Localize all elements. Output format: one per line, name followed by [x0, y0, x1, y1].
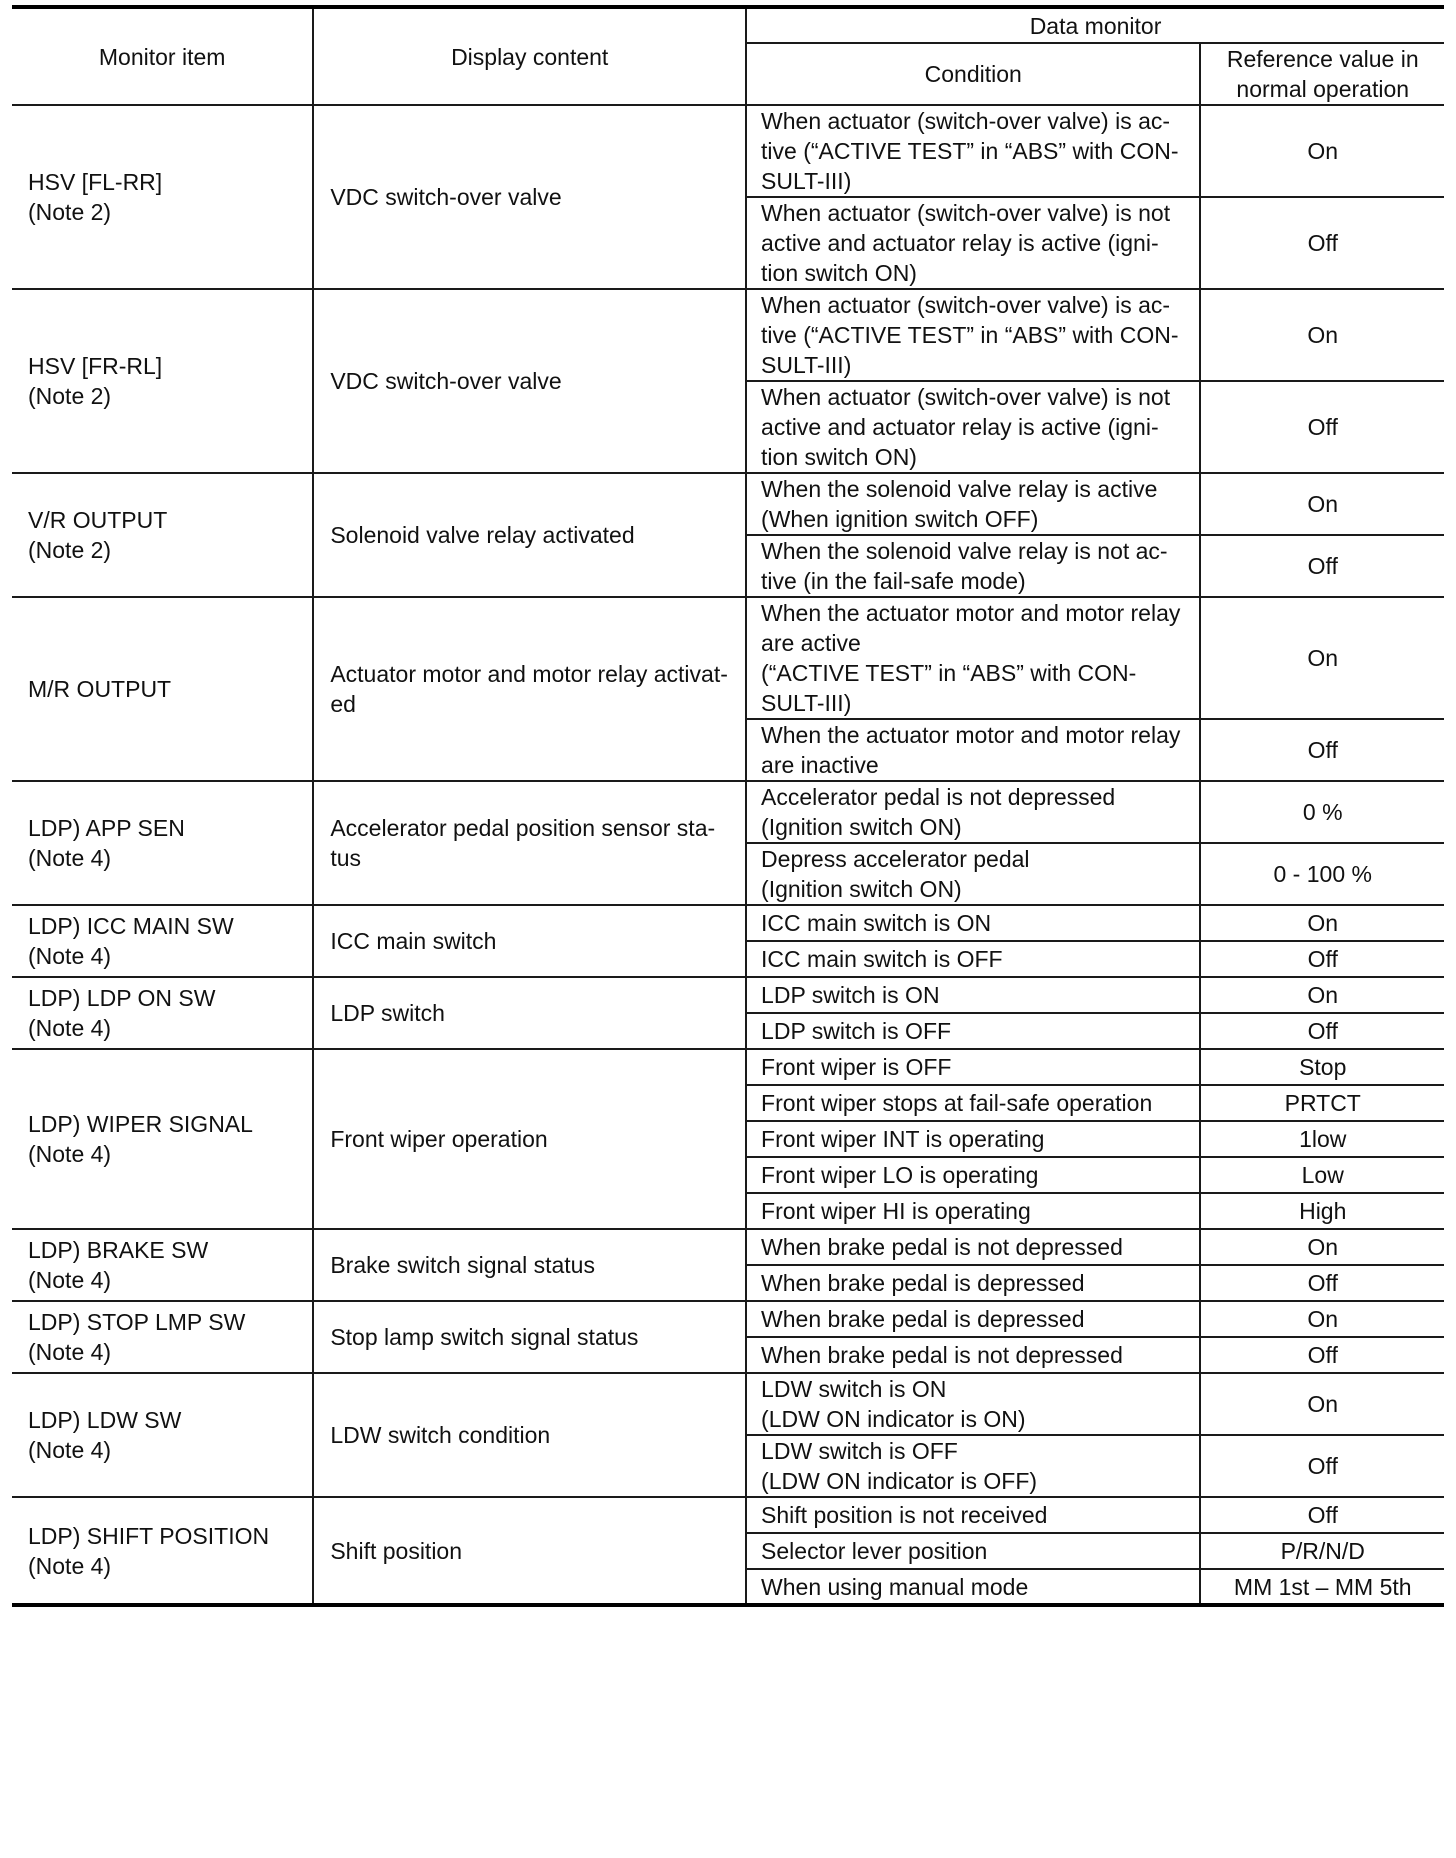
table-row	[12, 1301, 1444, 1337]
condition-text: (LDW ON indicator is ON)	[761, 1406, 1026, 1432]
condition-text: LDW switch is OFF	[761, 1438, 958, 1464]
monitor-item-cell	[12, 1301, 313, 1373]
display-content-text: Stop lamp switch signal status	[330, 1324, 639, 1350]
reference-value-cell: High	[1200, 1193, 1444, 1229]
monitor-item-text: (Note 4)	[28, 1267, 112, 1293]
condition-text: are active	[761, 630, 861, 656]
header-reference-value	[1200, 43, 1444, 105]
condition-text: SULT-III)	[761, 168, 852, 194]
monitor-item-cell	[12, 1497, 313, 1605]
condition-text: (Ignition switch ON)	[761, 876, 962, 902]
condition-text: When brake pedal is depressed	[761, 1270, 1085, 1296]
condition-cell	[746, 1121, 1200, 1157]
header-display-content: Display content	[313, 7, 746, 105]
condition-cell	[746, 905, 1200, 941]
monitor-item-text: LDP) APP SEN	[28, 815, 185, 841]
table-row	[12, 1229, 1444, 1265]
table-row	[12, 1497, 1444, 1533]
monitor-item-text: LDP) STOP LMP SW	[28, 1309, 246, 1335]
monitor-item-text: LDP) LDP ON SW	[28, 985, 216, 1011]
display-content-text: ICC main switch	[330, 928, 497, 954]
condition-cell	[746, 977, 1200, 1013]
reference-value-cell: 0 - 100 %	[1200, 843, 1444, 905]
reference-value-cell: On	[1200, 1229, 1444, 1265]
monitor-item-text: V/R OUTPUT	[28, 507, 168, 533]
reference-value-cell: Off	[1200, 535, 1444, 597]
condition-cell	[746, 473, 1200, 535]
condition-text: active and actuator relay is active (igni-	[761, 414, 1159, 440]
table-row	[12, 1373, 1444, 1435]
display-content-cell	[313, 781, 746, 905]
condition-cell	[746, 1265, 1200, 1301]
monitor-item-text: HSV [FL-RR]	[28, 169, 163, 195]
condition-cell	[746, 597, 1200, 719]
monitor-item-text: M/R OUTPUT	[28, 676, 172, 702]
header-reference-line: normal operation	[1236, 76, 1410, 102]
condition-cell	[746, 289, 1200, 381]
reference-value-cell: Off	[1200, 719, 1444, 781]
condition-cell	[746, 843, 1200, 905]
condition-text: LDW switch is ON	[761, 1376, 947, 1402]
condition-cell	[746, 1301, 1200, 1337]
condition-text: LDP switch is OFF	[761, 1018, 952, 1044]
display-content-text: Shift position	[330, 1537, 463, 1564]
reference-value-cell: Off	[1200, 1013, 1444, 1049]
display-content-cell	[313, 977, 746, 1049]
condition-text: tive (“ACTIVE TEST” in “ABS” with CON-	[761, 138, 1179, 164]
monitor-item-cell	[12, 1373, 313, 1497]
condition-text: are inactive	[761, 752, 879, 778]
data-monitor-table	[12, 5, 1444, 1607]
table-row	[12, 105, 1444, 197]
reference-value-cell: On	[1200, 597, 1444, 719]
monitor-item-cell	[12, 289, 313, 473]
condition-cell	[746, 719, 1200, 781]
condition-text: ICC main switch is ON	[761, 910, 992, 936]
condition-cell	[746, 197, 1200, 289]
table-row	[12, 473, 1444, 535]
condition-text: (Ignition switch ON)	[761, 814, 962, 840]
condition-text: LDP switch is ON	[761, 982, 940, 1008]
condition-text: When actuator (switch-over valve) is ac-	[761, 292, 1171, 318]
display-content-text: Solenoid valve relay activated	[330, 522, 635, 548]
reference-value-cell: On	[1200, 905, 1444, 941]
condition-cell	[746, 1497, 1200, 1533]
condition-cell	[746, 1049, 1200, 1085]
reference-value-cell: 0 %	[1200, 781, 1444, 843]
condition-text: Selector lever position	[761, 1538, 988, 1564]
condition-cell	[746, 381, 1200, 473]
condition-text: When brake pedal is not depressed	[761, 1234, 1123, 1260]
condition-text: When the solenoid valve relay is active	[761, 476, 1158, 502]
reference-value-cell: Off	[1200, 197, 1444, 289]
condition-cell	[746, 1193, 1200, 1229]
condition-text: (LDW ON indicator is OFF)	[761, 1468, 1038, 1494]
monitor-item-cell	[12, 105, 313, 289]
condition-text: Accelerator pedal is not depressed	[761, 784, 1116, 810]
monitor-item-text: (Note 2)	[28, 537, 112, 563]
condition-text: (“ACTIVE TEST” in “ABS” with CON-	[761, 660, 1137, 686]
monitor-item-text: (Note 4)	[28, 1437, 112, 1463]
monitor-item-text: (Note 4)	[28, 1141, 112, 1167]
reference-value-cell: Off	[1200, 941, 1444, 977]
condition-cell	[746, 1533, 1200, 1569]
monitor-item-cell	[12, 473, 313, 597]
monitor-item-cell	[12, 597, 313, 781]
reference-value-cell: On	[1200, 1301, 1444, 1337]
reference-value-cell: Low	[1200, 1157, 1444, 1193]
condition-text: When the actuator motor and motor relay	[761, 600, 1181, 626]
condition-cell	[746, 1373, 1200, 1435]
condition-text: ICC main switch is OFF	[761, 946, 1003, 972]
table-row	[12, 289, 1444, 381]
reference-value-cell: On	[1200, 473, 1444, 535]
condition-text: When actuator (switch-over valve) is not	[761, 384, 1171, 410]
reference-value-cell: On	[1200, 289, 1444, 381]
display-content-cell	[313, 1497, 746, 1605]
monitor-item-text: HSV [FR-RL]	[28, 353, 163, 379]
condition-cell	[746, 1337, 1200, 1373]
header-monitor-item: Monitor item	[12, 7, 313, 105]
monitor-item-cell	[12, 781, 313, 905]
reference-value-cell: MM 1st – MM 5th	[1200, 1569, 1444, 1605]
reference-value-cell: On	[1200, 1373, 1444, 1435]
monitor-item-text: (Note 2)	[28, 199, 112, 225]
table-row	[12, 977, 1444, 1013]
display-content-text: ed	[330, 691, 356, 717]
monitor-item-text: (Note 4)	[28, 943, 112, 969]
display-content-text: Brake switch signal status	[330, 1252, 595, 1278]
condition-text: Front wiper stops at fail-safe operation	[761, 1090, 1153, 1116]
display-content-cell	[313, 1049, 746, 1229]
condition-cell	[746, 1229, 1200, 1265]
display-content-text: VDC switch-over valve	[330, 368, 562, 394]
condition-text: When actuator (switch-over valve) is not	[761, 200, 1171, 226]
reference-value-cell: Stop	[1200, 1049, 1444, 1085]
condition-cell	[746, 1569, 1200, 1605]
display-content-cell	[313, 1373, 746, 1497]
condition-text: tion switch ON)	[761, 260, 917, 286]
condition-text: tion switch ON)	[761, 444, 917, 470]
display-content-cell	[313, 105, 746, 289]
monitor-item-text: (Note 4)	[28, 1339, 112, 1365]
condition-text: Front wiper INT is operating	[761, 1126, 1045, 1152]
reference-value-cell: Off	[1200, 1265, 1444, 1301]
table-body	[12, 105, 1444, 1605]
table-row	[12, 597, 1444, 719]
condition-text: SULT-III)	[761, 352, 852, 378]
reference-value-cell: On	[1200, 105, 1444, 197]
condition-text: When actuator (switch-over valve) is ac-	[761, 108, 1171, 134]
condition-text: When the solenoid valve relay is not ac-	[761, 538, 1168, 564]
table-row	[12, 781, 1444, 843]
reference-value-cell: P/R/N/D	[1200, 1533, 1444, 1569]
monitor-item-text: (Note 4)	[28, 1552, 112, 1579]
condition-text: Front wiper HI is operating	[761, 1198, 1031, 1224]
monitor-item-cell	[12, 905, 313, 977]
condition-text: When brake pedal is not depressed	[761, 1342, 1123, 1368]
display-content-text: Accelerator pedal position sensor sta-	[330, 815, 716, 841]
condition-text: tive (in the fail-safe mode)	[761, 568, 1026, 594]
condition-cell	[746, 781, 1200, 843]
monitor-item-text: (Note 4)	[28, 1015, 112, 1041]
reference-value-cell: Off	[1200, 1497, 1444, 1533]
condition-text: When the actuator motor and motor relay	[761, 722, 1181, 748]
monitor-item-text: (Note 4)	[28, 845, 112, 871]
reference-value-cell: Off	[1200, 1435, 1444, 1497]
condition-cell	[746, 105, 1200, 197]
condition-cell	[746, 1435, 1200, 1497]
reference-value-cell: 1low	[1200, 1121, 1444, 1157]
display-content-text: VDC switch-over valve	[330, 184, 562, 210]
header-condition: Condition	[746, 43, 1200, 105]
monitor-item-text: LDP) ICC MAIN SW	[28, 913, 234, 939]
header-data-monitor: Data monitor	[746, 7, 1444, 43]
condition-text: Front wiper LO is operating	[761, 1162, 1039, 1188]
condition-text: tive (“ACTIVE TEST” in “ABS” with CON-	[761, 322, 1179, 348]
reference-value-cell: Off	[1200, 1337, 1444, 1373]
condition-text: (When ignition switch OFF)	[761, 506, 1039, 532]
condition-cell	[746, 535, 1200, 597]
display-content-cell	[313, 473, 746, 597]
table-row	[12, 905, 1444, 941]
display-content-text: Front wiper operation	[330, 1126, 548, 1152]
monitor-item-cell	[12, 1229, 313, 1301]
display-content-cell	[313, 289, 746, 473]
display-content-text: LDW switch condition	[330, 1422, 551, 1448]
condition-cell	[746, 1157, 1200, 1193]
display-content-cell	[313, 905, 746, 977]
condition-cell	[746, 941, 1200, 977]
condition-text: Depress accelerator pedal	[761, 846, 1030, 872]
condition-text: Shift position is not received	[761, 1502, 1048, 1528]
table-row	[12, 1049, 1444, 1085]
header-reference-line: Reference value in	[1226, 46, 1419, 72]
reference-value-cell: PRTCT	[1200, 1085, 1444, 1121]
monitor-item-text: LDP) WIPER SIGNAL	[28, 1111, 253, 1137]
monitor-item-text: LDP) SHIFT POSITION	[28, 1522, 270, 1549]
display-content-text: LDP switch	[330, 1000, 445, 1026]
display-content-text: Actuator motor and motor relay activat-	[330, 661, 728, 687]
monitor-item-cell	[12, 1049, 313, 1229]
condition-text: active and actuator relay is active (igni-	[761, 230, 1159, 256]
reference-value-cell: Off	[1200, 381, 1444, 473]
monitor-item-text: (Note 2)	[28, 383, 112, 409]
display-content-cell	[313, 1229, 746, 1301]
condition-text: When brake pedal is depressed	[761, 1306, 1085, 1332]
condition-text: SULT-III)	[761, 690, 852, 716]
display-content-cell	[313, 1301, 746, 1373]
condition-cell	[746, 1013, 1200, 1049]
monitor-item-text: LDP) LDW SW	[28, 1407, 182, 1433]
condition-text: When using manual mode	[761, 1573, 1029, 1600]
condition-cell	[746, 1085, 1200, 1121]
display-content-text: tus	[330, 845, 362, 871]
monitor-item-text: LDP) BRAKE SW	[28, 1237, 209, 1263]
reference-value-cell: On	[1200, 977, 1444, 1013]
condition-text: Front wiper is OFF	[761, 1054, 952, 1080]
monitor-item-cell	[12, 977, 313, 1049]
display-content-cell	[313, 597, 746, 781]
